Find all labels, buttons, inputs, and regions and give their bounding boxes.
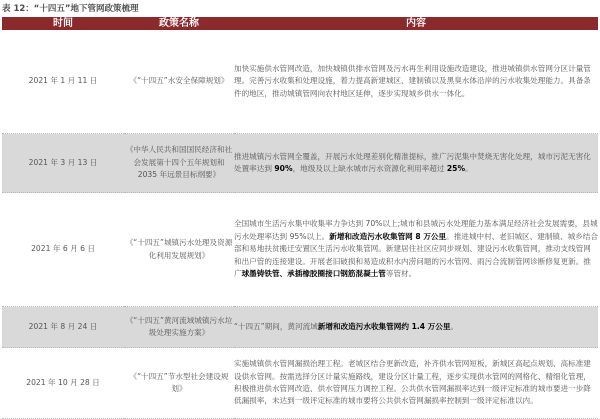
policy-name-cell: 《“十四五”城镇污水处理及资源化利用发展规划》 [124, 193, 234, 307]
table-row [2, 348, 598, 419]
date-cell: 2021 年 10 月 28 日 [2, 348, 124, 419]
content-text: 等管材。 [385, 269, 417, 279]
content-text: 。推进城中村、老旧城区、建制镇、城乡结合部和易地扶贫搬迁安置区生活污水收集管网。新建居住社区应同步规划、建设污水收集管网，推动支线管网和出户管的连接建设。开展老旧破损和易造成积水内涝问题的污水管网、雨污合流制管网诊断修复更新。推广 [234, 231, 598, 279]
highlight-text: 新增和改造污水收集管网约 1.4 万公里 [317, 321, 451, 331]
content-text: “十四五”期间，黄河流域 [234, 321, 318, 331]
header-name: 政策名称 [124, 17, 234, 30]
table-row [2, 30, 598, 134]
highlight-text: 90% [274, 164, 293, 173]
table-row [2, 193, 598, 307]
content-text: 全国城市生活污水集中收集率力争达到 70%以上;城市和县城污水处理能力基本满足经济社会发展需要，县城污水处理率达到 95%以上。 [234, 219, 598, 241]
header-content: 内容 [234, 17, 598, 30]
content-cell [234, 348, 598, 419]
policy-name-cell: 《“十四五”水安全保障规划》 [124, 30, 234, 134]
content-text: 实施城镇供水管网漏损治理工程。老城区结合更新改造，补齐供水管网短板，新城区高起点规划、高标准建设供水管网。按需选择分区计量实施路线，建设分区计量工程，逐步实现供水管网的网格化、精细化管理，积极推进供水管网改造、供水管网压力调控工程。公共供水管网漏损率达到一级评定标准的城市要进一步降低漏损率，未达到一级评定标准的城市要将公共供水管网漏损率控制到一级评定标准以内。 [234, 359, 591, 406]
content-text: 。 [465, 164, 473, 173]
content-text: 推进城镇污水管网全覆盖，开展污水处理差别化精准提标，推广污泥集中焚烧无害化处理，城市污泥无害化处置率达到 [234, 151, 591, 173]
date-cell: 2021 年 6 月 6 日 [2, 193, 124, 307]
content-cell [234, 193, 598, 307]
content-cell [234, 30, 598, 134]
highlight-text: 新增和改造污水收集管网 8 万公里 [329, 231, 447, 241]
date-cell: 2021 年 3 月 13 日 [2, 134, 124, 193]
date-cell: 2021 年 8 月 24 日 [2, 307, 124, 348]
table-caption: 表 12：“十四五”地下管网政策梳理 [2, 4, 139, 14]
content-text: ，地级及以上缺水城市污水资源化利用率超过 [292, 164, 447, 173]
policy-name-cell: 《中华人民共和国国民经济和社会发展第十四个五年规划和 2035 年远景目标纲要》 [124, 134, 234, 193]
date-cell: 2021 年 1 月 11 日 [2, 30, 124, 134]
table-row [2, 307, 598, 348]
table-row [2, 134, 598, 193]
content-cell [234, 307, 598, 348]
policy-name-cell: 《“十四五”黄河流域城镇污水垃圾处理实施方案》 [124, 307, 234, 348]
content-text: 。 [450, 321, 459, 331]
header-row [2, 17, 598, 30]
content-cell [234, 134, 598, 193]
policy-table [2, 17, 598, 419]
content-text: 加快实施供水管网改造，加快城镇供排水管网及污水再生利用设施改造建设，推进城镇供水管网分区计量管理。完善污水收集和处理设施，着力提高新建城区、建制镇以及黑臭水体沿岸的污水收集处理能力。具备条件的地区，推动城镇管网向农村地区延伸，逐步实现城乡供水一体化。 [234, 63, 591, 98]
highlight-text: 25% [446, 164, 466, 173]
header-time: 时间 [2, 17, 124, 30]
highlight-text: 球墨铸铁管、承插橡胶圈接口钢筋混凝土管 [241, 269, 386, 279]
policy-name-cell: 《“十四五”节水型社会建设规划》 [124, 348, 234, 419]
